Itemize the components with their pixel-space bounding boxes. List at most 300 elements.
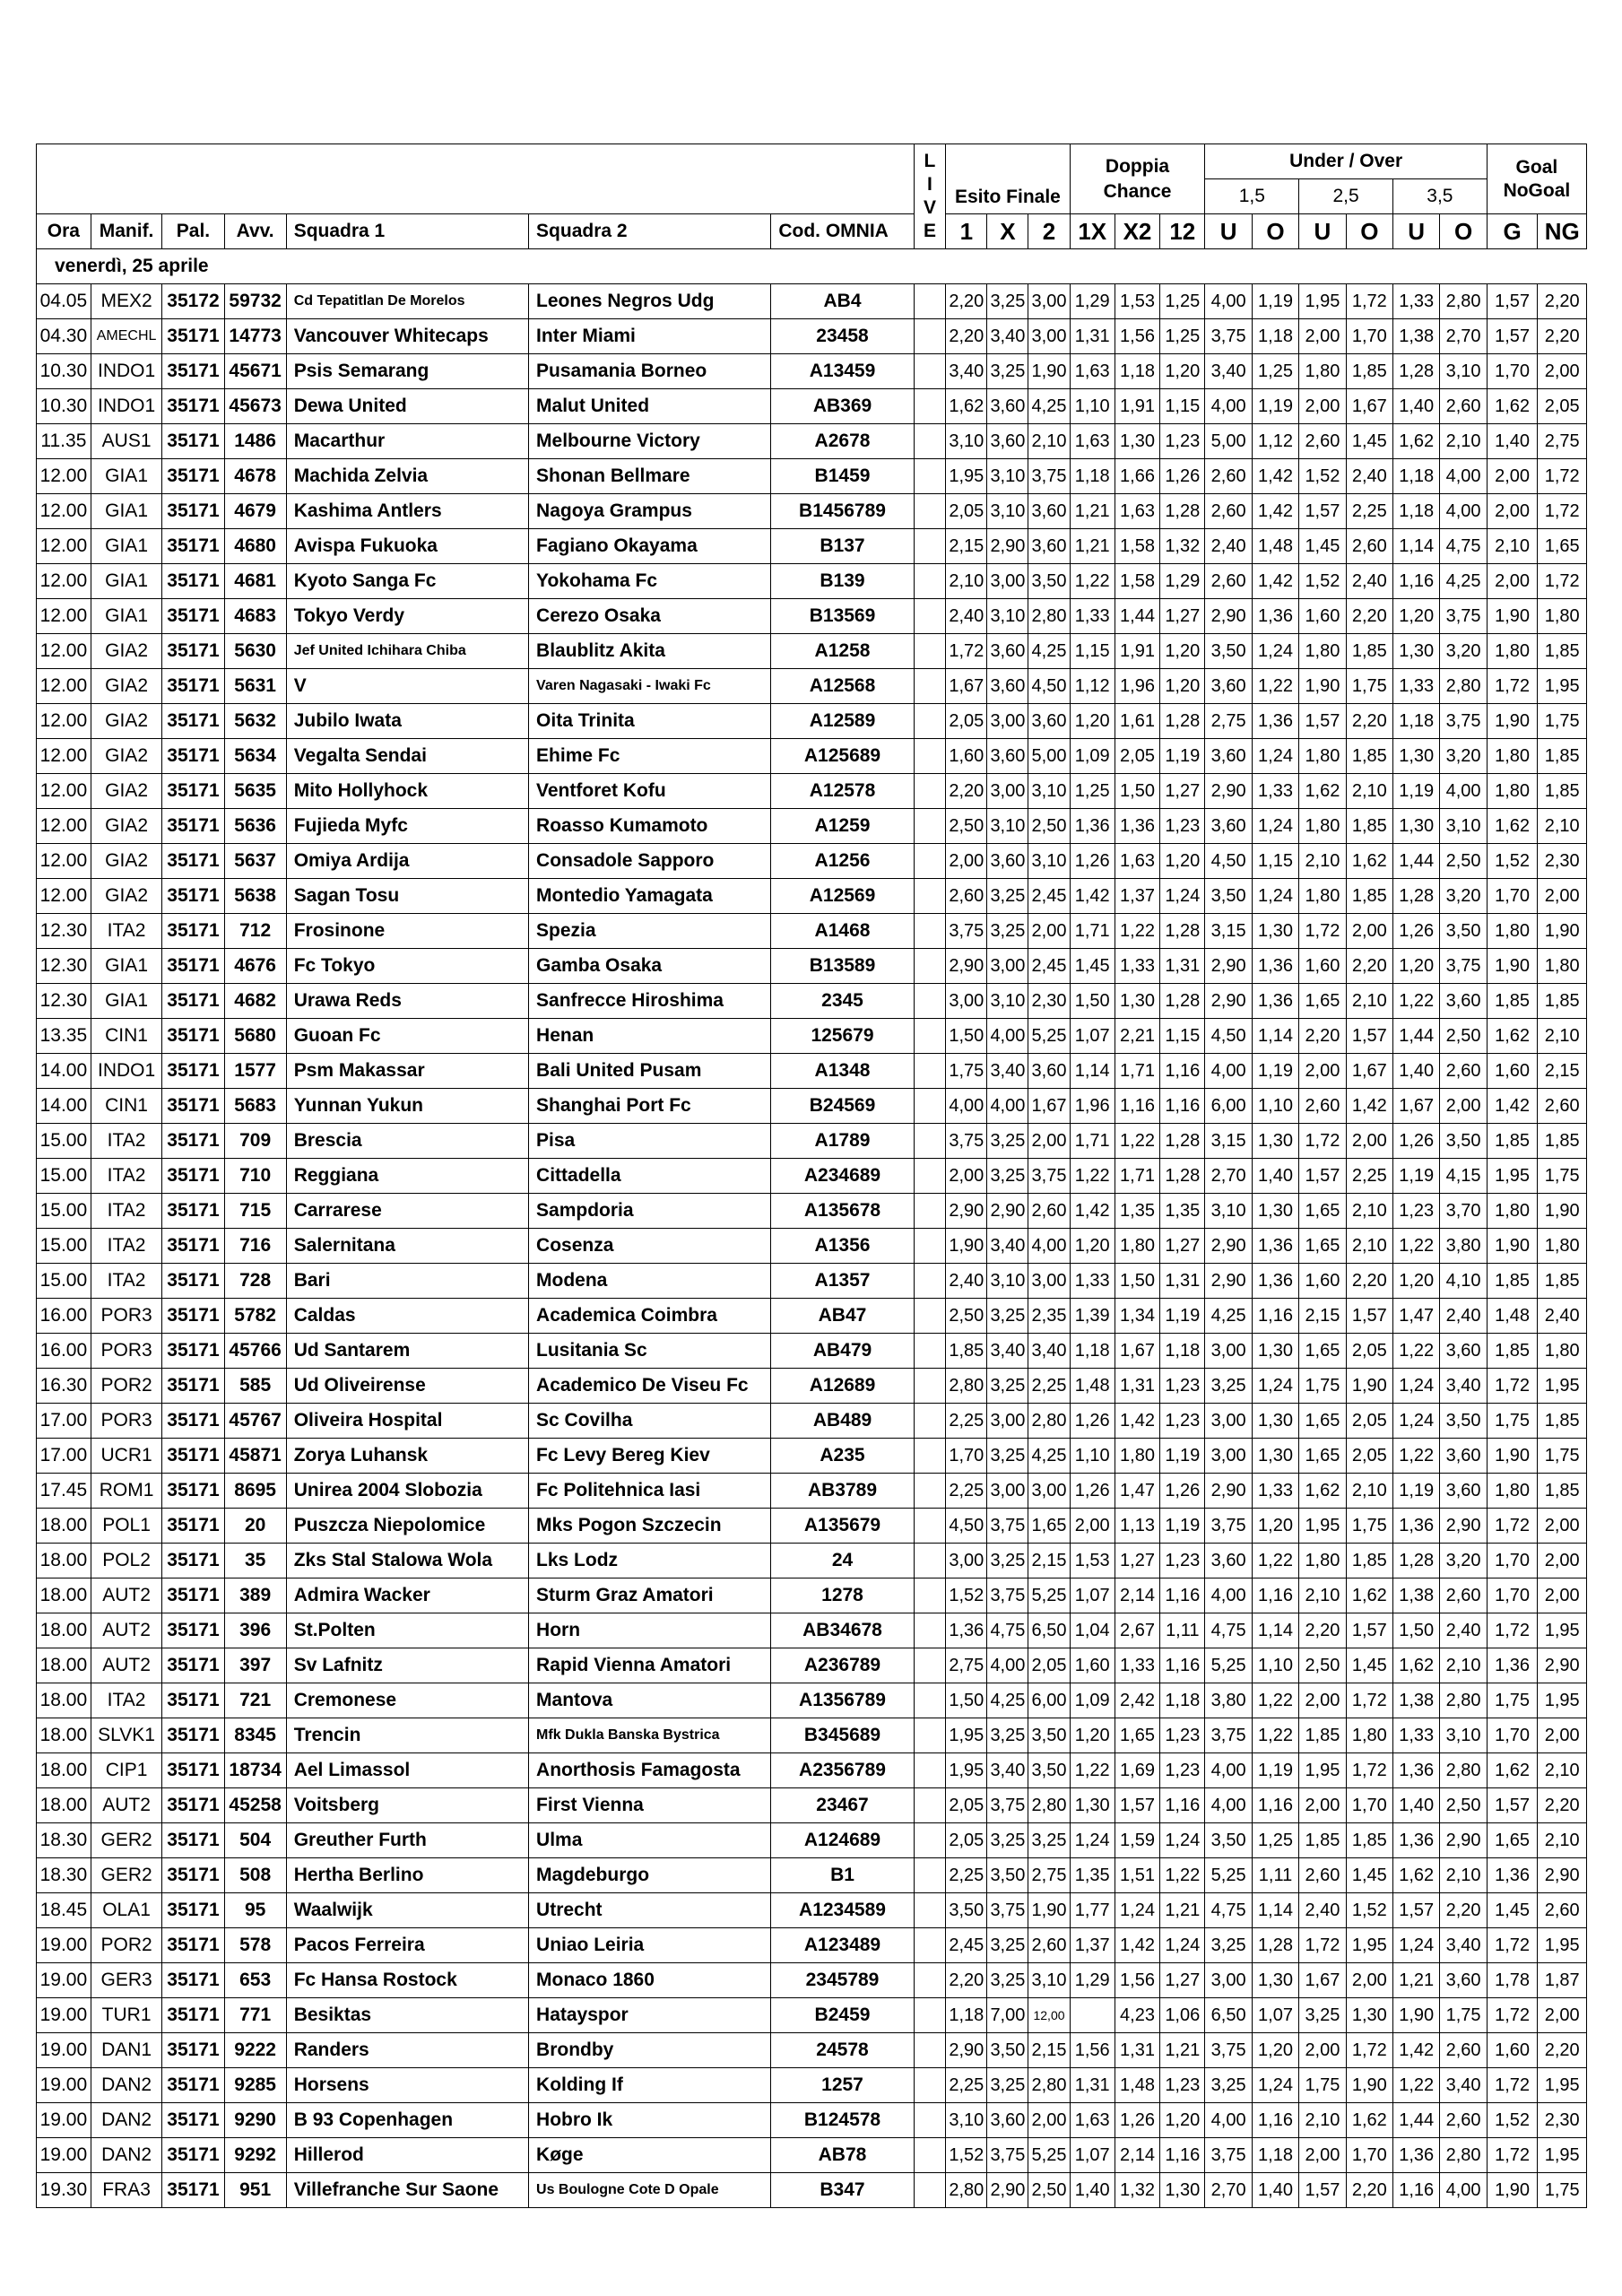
odd-over-35: 2,40 [1440, 1613, 1487, 1648]
live-cell [914, 2138, 946, 2173]
odd-over-25: 1,85 [1346, 739, 1392, 774]
odd-over-15: 1,24 [1252, 879, 1298, 914]
cod-omnia-cell: A12689 [771, 1369, 914, 1404]
squadra1-cell: Besiktas [286, 1998, 528, 2033]
odd-under-15: 4,00 [1205, 1578, 1252, 1613]
manif-cell: ITA2 [91, 1683, 162, 1718]
manif-cell: GIA2 [91, 774, 162, 809]
odd-over-25: 1,30 [1346, 1998, 1392, 2033]
match-row [37, 1963, 1587, 1998]
threshold-35: 3,5 [1393, 179, 1488, 214]
squadra2-cell: Mfk Dukla Banska Bystrica [529, 1718, 771, 1753]
odd-goal: 2,10 [1487, 529, 1538, 564]
odd-under-25: 2,40 [1299, 1893, 1346, 1928]
pal-cell: 35171 [162, 1194, 224, 1229]
odd-nogoal: 1,75 [1538, 704, 1587, 739]
odd-under-25: 2,20 [1299, 1613, 1346, 1648]
odd-over-15: 1,42 [1252, 564, 1298, 599]
ora-cell: 17.00 [37, 1439, 91, 1474]
odd-dc-12: 1,27 [1160, 1229, 1205, 1264]
live-cell [914, 1124, 946, 1159]
odd-goal: 1,80 [1487, 634, 1538, 669]
odd-over-35: 2,80 [1440, 1683, 1487, 1718]
odd-goal: 1,72 [1487, 1369, 1538, 1404]
odd-under-35: 1,30 [1393, 809, 1440, 844]
avv-cell: 771 [224, 1998, 286, 2033]
odd-nogoal: 2,20 [1538, 1788, 1587, 1823]
odd-dc-12: 1,20 [1160, 669, 1205, 704]
squadra2-cell: Shanghai Port Fc [529, 1089, 771, 1124]
odd-over-25: 2,10 [1346, 1229, 1392, 1264]
odd-under-35: 1,44 [1393, 1019, 1440, 1054]
match-row [37, 1474, 1587, 1509]
odd-under-35: 1,22 [1393, 1334, 1440, 1369]
manif-cell: CIN1 [91, 1089, 162, 1124]
odd-over-15: 1,24 [1252, 2068, 1298, 2103]
odd-over-35: 3,10 [1440, 809, 1487, 844]
odd-under-15: 2,75 [1205, 704, 1252, 739]
ora-cell: 19.00 [37, 2033, 91, 2068]
avv-cell: 9222 [224, 2033, 286, 2068]
odd-esito-1: 2,20 [946, 284, 987, 319]
odd-over-35: 3,80 [1440, 1229, 1487, 1264]
match-row [37, 1439, 1587, 1474]
col-squadra2: Squadra 2 [529, 214, 771, 249]
odd-goal: 1,52 [1487, 844, 1538, 879]
odd-over-25: 2,20 [1346, 704, 1392, 739]
odd-dc-x2: 1,27 [1115, 1544, 1159, 1578]
ora-cell: 12.00 [37, 774, 91, 809]
avv-cell: 715 [224, 1194, 286, 1229]
avv-cell: 578 [224, 1928, 286, 1963]
odd-under-35: 1,33 [1393, 669, 1440, 704]
odd-over-35: 2,60 [1440, 389, 1487, 424]
odd-esito-2: 2,10 [1028, 424, 1070, 459]
odd-under-25: 2,00 [1299, 2138, 1346, 2173]
odd-nogoal: 2,90 [1538, 1858, 1587, 1893]
odd-goal: 1,36 [1487, 1648, 1538, 1683]
odd-nogoal: 1,72 [1538, 494, 1587, 529]
pal-cell: 35171 [162, 634, 224, 669]
odd-under-25: 1,60 [1299, 949, 1346, 984]
pal-cell: 35171 [162, 529, 224, 564]
odd-goal: 1,42 [1487, 1089, 1538, 1124]
squadra2-cell: Gamba Osaka [529, 949, 771, 984]
odd-dc-1x: 1,36 [1070, 809, 1115, 844]
odd-esito-x: 3,25 [987, 284, 1028, 319]
pal-cell: 35171 [162, 1019, 224, 1054]
squadra2-cell: First Vienna [529, 1788, 771, 1823]
manif-cell: GER2 [91, 1858, 162, 1893]
odd-dc-x2: 1,80 [1115, 1439, 1159, 1474]
pal-cell: 35171 [162, 1474, 224, 1509]
pal-cell: 35171 [162, 1683, 224, 1718]
odd-under-15: 3,15 [1205, 1124, 1252, 1159]
live-cell [914, 529, 946, 564]
match-row [37, 1718, 1587, 1753]
odd-over-35: 4,00 [1440, 774, 1487, 809]
odd-under-35: 1,62 [1393, 424, 1440, 459]
odd-esito-2: 3,00 [1028, 1264, 1070, 1299]
cod-omnia-cell: B2459 [771, 1998, 914, 2033]
odd-under-25: 2,00 [1299, 319, 1346, 354]
odd-esito-2: 3,40 [1028, 1334, 1070, 1369]
ora-cell: 18.30 [37, 1823, 91, 1858]
odd-dc-x2: 1,96 [1115, 669, 1159, 704]
odd-under-15: 4,00 [1205, 389, 1252, 424]
odd-goal: 1,45 [1487, 1893, 1538, 1928]
cod-omnia-cell: AB3789 [771, 1474, 914, 1509]
manif-cell: UCR1 [91, 1439, 162, 1474]
odd-esito-x: 3,25 [987, 1369, 1028, 1404]
cod-omnia-cell: AB489 [771, 1404, 914, 1439]
cod-omnia-cell: A12589 [771, 704, 914, 739]
squadra1-cell: Sv Lafnitz [286, 1648, 528, 1683]
ora-cell: 12.00 [37, 879, 91, 914]
odd-under-35: 1,22 [1393, 2068, 1440, 2103]
odd-under-15: 3,60 [1205, 739, 1252, 774]
odd-under-25: 1,65 [1299, 984, 1346, 1019]
odd-esito-2: 2,00 [1028, 914, 1070, 949]
odd-dc-12: 1,23 [1160, 1404, 1205, 1439]
pal-cell: 35171 [162, 564, 224, 599]
ora-cell: 16.00 [37, 1334, 91, 1369]
odd-under-25: 2,15 [1299, 1299, 1346, 1334]
odd-dc-12: 1,22 [1160, 1858, 1205, 1893]
col-over-25: O [1346, 214, 1392, 249]
avv-cell: 4679 [224, 494, 286, 529]
ora-cell: 19.00 [37, 2068, 91, 2103]
live-cell [914, 1299, 946, 1334]
pal-cell: 35171 [162, 914, 224, 949]
odd-esito-1: 1,85 [946, 1334, 987, 1369]
odd-under-15: 3,25 [1205, 2068, 1252, 2103]
odd-goal: 1,57 [1487, 284, 1538, 319]
squadra1-cell: Waalwijk [286, 1893, 528, 1928]
match-row [37, 669, 1587, 704]
odd-under-15: 6,50 [1205, 1998, 1252, 2033]
odd-over-15: 1,19 [1252, 1054, 1298, 1089]
squadra1-cell: Bari [286, 1264, 528, 1299]
odd-over-35: 1,75 [1440, 1998, 1487, 2033]
odd-over-15: 1,30 [1252, 1334, 1298, 1369]
odd-over-25: 1,85 [1346, 354, 1392, 389]
odd-over-25: 1,70 [1346, 2138, 1392, 2173]
odd-dc-1x: 1,37 [1070, 1928, 1115, 1963]
odd-under-25: 1,60 [1299, 1264, 1346, 1299]
odd-nogoal: 1,72 [1538, 564, 1587, 599]
odd-esito-2: 2,80 [1028, 1404, 1070, 1439]
odd-under-35: 1,36 [1393, 2138, 1440, 2173]
pal-cell: 35171 [162, 1613, 224, 1648]
squadra1-cell: Trencin [286, 1718, 528, 1753]
ora-cell: 18.00 [37, 1509, 91, 1544]
odd-under-25: 1,80 [1299, 809, 1346, 844]
odd-under-15: 2,90 [1205, 949, 1252, 984]
odd-esito-x: 3,75 [987, 1893, 1028, 1928]
odd-over-15: 1,20 [1252, 2033, 1298, 2068]
odd-esito-2: 3,60 [1028, 704, 1070, 739]
match-row [37, 459, 1587, 494]
odd-over-35: 3,40 [1440, 1928, 1487, 1963]
odd-over-25: 1,62 [1346, 2103, 1392, 2138]
match-row [37, 1229, 1587, 1264]
odd-under-35: 1,20 [1393, 599, 1440, 634]
odd-esito-x: 3,50 [987, 2033, 1028, 2068]
odd-over-25: 1,72 [1346, 1683, 1392, 1718]
odd-esito-x: 3,25 [987, 1159, 1028, 1194]
odd-under-35: 1,40 [1393, 1054, 1440, 1089]
odd-under-35: 1,44 [1393, 2103, 1440, 2138]
avv-cell: 951 [224, 2173, 286, 2208]
avv-cell: 8695 [224, 1474, 286, 1509]
live-cell [914, 284, 946, 319]
pal-cell: 35171 [162, 1369, 224, 1404]
odd-dc-1x: 1,63 [1070, 424, 1115, 459]
odd-over-35: 2,60 [1440, 2033, 1487, 2068]
odd-under-35: 1,20 [1393, 1264, 1440, 1299]
odd-dc-x2: 2,05 [1115, 739, 1159, 774]
cod-omnia-cell: A13459 [771, 354, 914, 389]
ora-cell: 12.00 [37, 564, 91, 599]
ora-cell: 15.00 [37, 1264, 91, 1299]
odd-dc-x2: 2,14 [1115, 2138, 1159, 2173]
odd-over-35: 2,60 [1440, 1578, 1487, 1613]
odd-nogoal: 2,00 [1538, 1718, 1587, 1753]
ora-cell: 16.30 [37, 1369, 91, 1404]
odd-esito-x: 3,75 [987, 1578, 1028, 1613]
odd-under-15: 4,00 [1205, 1753, 1252, 1788]
odd-dc-1x: 1,33 [1070, 1264, 1115, 1299]
live-cell [914, 2103, 946, 2138]
ora-cell: 12.00 [37, 634, 91, 669]
odd-dc-12: 1,28 [1160, 984, 1205, 1019]
odd-under-35: 1,42 [1393, 2033, 1440, 2068]
manif-cell: AUT2 [91, 1788, 162, 1823]
odd-over-25: 2,25 [1346, 494, 1392, 529]
manif-cell: GIA1 [91, 459, 162, 494]
manif-cell: GIA2 [91, 844, 162, 879]
ora-cell: 14.00 [37, 1054, 91, 1089]
odd-goal: 1,78 [1487, 1963, 1538, 1998]
odd-dc-12: 1,11 [1160, 1613, 1205, 1648]
cod-omnia-cell: A1234589 [771, 1893, 914, 1928]
odd-dc-1x: 1,20 [1070, 1718, 1115, 1753]
cod-omnia-cell: A1357 [771, 1264, 914, 1299]
live-cell [914, 1648, 946, 1683]
odd-over-25: 1,72 [1346, 284, 1392, 319]
live-cell [914, 1998, 946, 2033]
odd-esito-1: 1,62 [946, 389, 987, 424]
odd-under-15: 5,25 [1205, 1858, 1252, 1893]
odd-dc-12: 1,27 [1160, 774, 1205, 809]
avv-cell: 14773 [224, 319, 286, 354]
odd-under-35: 1,36 [1393, 1753, 1440, 1788]
odd-over-25: 2,40 [1346, 459, 1392, 494]
odd-dc-1x: 1,45 [1070, 949, 1115, 984]
squadra2-cell: Malut United [529, 389, 771, 424]
avv-cell: 5632 [224, 704, 286, 739]
odd-dc-12: 1,28 [1160, 704, 1205, 739]
ora-cell: 04.30 [37, 319, 91, 354]
odd-dc-12: 1,20 [1160, 634, 1205, 669]
odd-esito-2: 6,00 [1028, 1683, 1070, 1718]
odd-esito-1: 1,75 [946, 1054, 987, 1089]
odd-esito-x: 3,25 [987, 1718, 1028, 1753]
odd-under-35: 1,62 [1393, 1648, 1440, 1683]
odd-under-35: 1,30 [1393, 739, 1440, 774]
cod-omnia-cell: A12578 [771, 774, 914, 809]
live-cell [914, 634, 946, 669]
manif-cell: GIA2 [91, 809, 162, 844]
avv-cell: 4683 [224, 599, 286, 634]
avv-cell: 5680 [224, 1019, 286, 1054]
squadra2-cell: Spezia [529, 914, 771, 949]
odd-over-25: 1,67 [1346, 1054, 1392, 1089]
odd-esito-2: 1,65 [1028, 1509, 1070, 1544]
pal-cell: 35171 [162, 494, 224, 529]
odd-over-15: 1,18 [1252, 319, 1298, 354]
odd-esito-1: 2,60 [946, 879, 987, 914]
odd-under-15: 4,50 [1205, 844, 1252, 879]
live-cell [914, 984, 946, 1019]
odd-dc-1x: 1,56 [1070, 2033, 1115, 2068]
col-over-35: O [1440, 214, 1487, 249]
esito-finale-header: Esito Finale [946, 144, 1070, 214]
pal-cell: 35171 [162, 2173, 224, 2208]
pal-cell: 35171 [162, 2068, 224, 2103]
odd-over-35: 4,00 [1440, 494, 1487, 529]
odd-under-25: 2,10 [1299, 1578, 1346, 1613]
match-row [37, 1788, 1587, 1823]
squadra2-cell: Sturm Graz Amatori [529, 1578, 771, 1613]
odd-over-35: 3,75 [1440, 599, 1487, 634]
odd-nogoal: 2,00 [1538, 1509, 1587, 1544]
ora-cell: 04.05 [37, 284, 91, 319]
odd-under-25: 1,80 [1299, 879, 1346, 914]
odd-over-15: 1,36 [1252, 704, 1298, 739]
odd-esito-1: 2,40 [946, 1264, 987, 1299]
cod-omnia-cell: A135678 [771, 1194, 914, 1229]
odd-dc-x2: 2,42 [1115, 1683, 1159, 1718]
match-row [37, 739, 1587, 774]
cod-omnia-cell: AB4 [771, 284, 914, 319]
odd-over-35: 2,10 [1440, 1858, 1487, 1893]
manif-cell: DAN2 [91, 2103, 162, 2138]
threshold-15: 1,5 [1205, 179, 1299, 214]
cod-omnia-cell: A236789 [771, 1648, 914, 1683]
odd-esito-x: 3,10 [987, 494, 1028, 529]
odd-esito-2: 3,00 [1028, 319, 1070, 354]
pal-cell: 35171 [162, 809, 224, 844]
squadra2-cell: Monaco 1860 [529, 1963, 771, 1998]
squadra2-cell: Nagoya Grampus [529, 494, 771, 529]
odd-esito-x: 3,25 [987, 1928, 1028, 1963]
odd-goal: 1,70 [1487, 1718, 1538, 1753]
odd-esito-2: 5,25 [1028, 1578, 1070, 1613]
match-row [37, 1683, 1587, 1718]
odd-over-35: 4,75 [1440, 529, 1487, 564]
odd-under-35: 1,18 [1393, 459, 1440, 494]
odd-nogoal: 1,85 [1538, 1404, 1587, 1439]
odd-over-15: 1,36 [1252, 599, 1298, 634]
ora-cell: 18.45 [37, 1893, 91, 1928]
col-esito-2: 2 [1028, 214, 1070, 249]
odd-goal: 1,80 [1487, 774, 1538, 809]
odd-under-35: 1,38 [1393, 1683, 1440, 1718]
pal-cell: 35171 [162, 354, 224, 389]
pal-cell: 35171 [162, 704, 224, 739]
odd-over-15: 1,40 [1252, 1159, 1298, 1194]
live-cell [914, 564, 946, 599]
odd-under-35: 1,57 [1393, 1893, 1440, 1928]
ora-cell: 12.00 [37, 844, 91, 879]
manif-cell: POR3 [91, 1404, 162, 1439]
odd-esito-x: 3,25 [987, 354, 1028, 389]
odd-dc-x2: 1,13 [1115, 1509, 1159, 1544]
col-squadra1: Squadra 1 [286, 214, 528, 249]
squadra2-cell: Ventforet Kofu [529, 774, 771, 809]
manif-cell: CIP1 [91, 1753, 162, 1788]
odd-esito-x: 3,25 [987, 914, 1028, 949]
cod-omnia-cell: B139 [771, 564, 914, 599]
match-row [37, 529, 1587, 564]
cod-omnia-cell: B24569 [771, 1089, 914, 1124]
odd-esito-2: 3,50 [1028, 1718, 1070, 1753]
odd-over-15: 1,11 [1252, 1858, 1298, 1893]
avv-cell: 710 [224, 1159, 286, 1194]
ora-cell: 18.00 [37, 1753, 91, 1788]
live-cell [914, 1159, 946, 1194]
odd-esito-2: 4,25 [1028, 634, 1070, 669]
ora-cell: 12.30 [37, 949, 91, 984]
odd-esito-1: 3,10 [946, 2103, 987, 2138]
odd-over-25: 1,62 [1346, 844, 1392, 879]
odd-esito-x: 3,40 [987, 1229, 1028, 1264]
odd-over-15: 1,36 [1252, 1264, 1298, 1299]
cod-omnia-cell: A234689 [771, 1159, 914, 1194]
pal-cell: 35172 [162, 284, 224, 319]
squadra1-cell: Horsens [286, 2068, 528, 2103]
match-row [37, 1893, 1587, 1928]
odd-over-25: 1,67 [1346, 389, 1392, 424]
match-row [37, 1998, 1587, 2033]
odd-esito-1: 2,00 [946, 844, 987, 879]
avv-cell: 5630 [224, 634, 286, 669]
match-row [37, 1613, 1587, 1648]
odd-nogoal: 2,00 [1538, 879, 1587, 914]
ora-cell: 14.00 [37, 1089, 91, 1124]
odd-under-25: 1,52 [1299, 459, 1346, 494]
odd-dc-12: 1,06 [1160, 1998, 1205, 2033]
odd-over-15: 1,24 [1252, 809, 1298, 844]
odd-esito-2: 4,25 [1028, 389, 1070, 424]
odd-dc-12: 1,26 [1160, 1474, 1205, 1509]
odd-over-25: 1,57 [1346, 1019, 1392, 1054]
odd-under-25: 2,20 [1299, 1019, 1346, 1054]
odd-esito-x: 3,40 [987, 1334, 1028, 1369]
odd-dc-1x: 1,33 [1070, 599, 1115, 634]
match-row [37, 634, 1587, 669]
manif-cell: POR2 [91, 1928, 162, 1963]
ora-cell: 12.00 [37, 529, 91, 564]
odd-esito-2: 2,45 [1028, 879, 1070, 914]
odd-over-25: 2,20 [1346, 2173, 1392, 2208]
odd-over-15: 1,22 [1252, 669, 1298, 704]
squadra2-cell: Cerezo Osaka [529, 599, 771, 634]
manif-cell: DAN2 [91, 2138, 162, 2173]
odd-under-15: 3,50 [1205, 879, 1252, 914]
